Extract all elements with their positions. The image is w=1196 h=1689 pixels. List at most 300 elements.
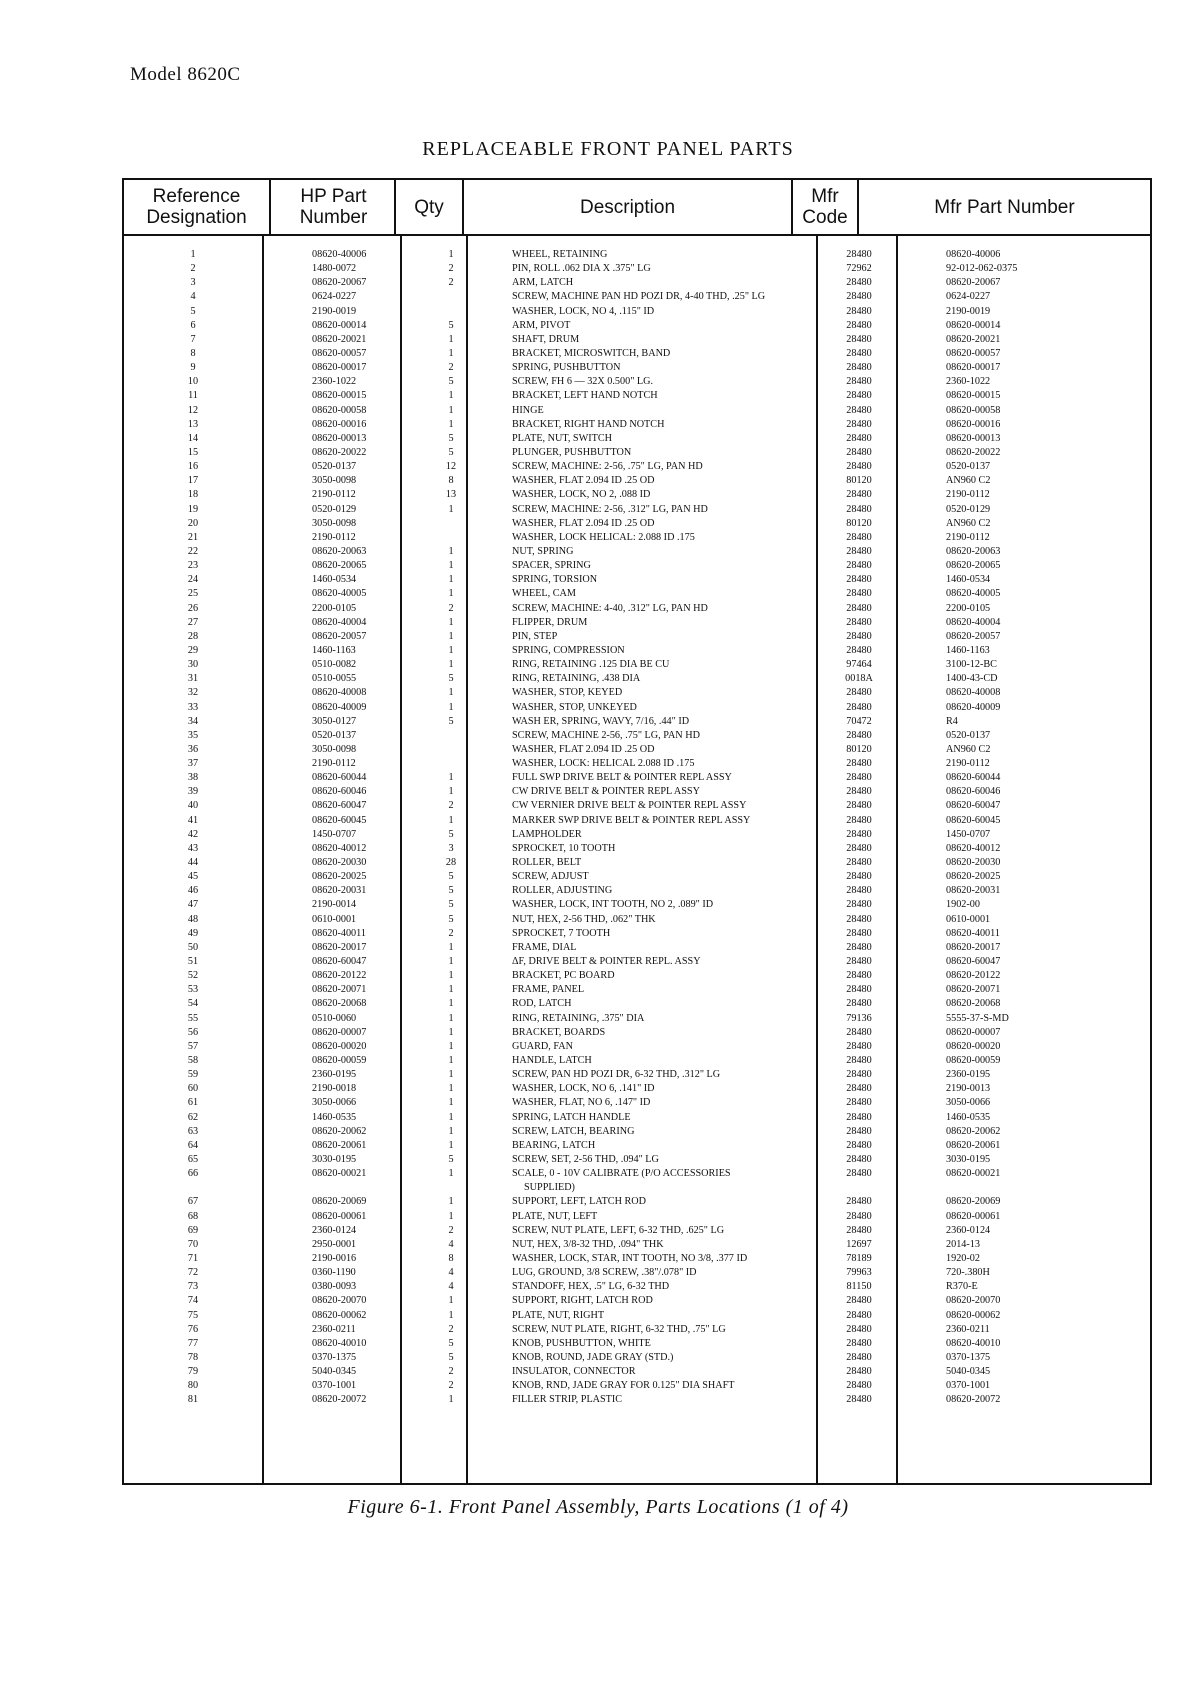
header-qty: Qty <box>414 196 444 218</box>
cell-mfr-code: 28480 <box>846 249 872 260</box>
cell-mfr-part-number: 08620-00017 <box>946 362 1001 374</box>
header-divider <box>791 180 793 236</box>
cell-mfr-code: 28480 <box>846 927 872 939</box>
cell-mfr-part-number: 08620-20022 <box>946 446 1001 458</box>
table-row <box>124 898 1150 912</box>
cell-mfr-part-number: 0370-1375 <box>946 1351 991 1363</box>
cell-reference-designation: 69 <box>187 1224 199 1236</box>
cell-hp-part-number: 08620-20025 <box>312 871 367 883</box>
cell-qty: 5 <box>448 1154 454 1165</box>
cell-mfr-code: 28480 <box>846 376 872 388</box>
cell-description: RING, RETAINING, .375" DIA <box>512 1012 645 1024</box>
cell-description: SCREW, FH 6 — 32X 0.500" LG. <box>512 376 654 388</box>
cell-reference-designation: 4 <box>190 291 196 303</box>
cell-reference-designation: 28 <box>187 630 199 642</box>
cell-hp-part-number: 08620-40010 <box>312 1337 367 1349</box>
cell-mfr-code: 28480 <box>846 1323 872 1335</box>
table-row <box>124 955 1150 969</box>
cell-reference-designation: 11 <box>188 390 198 402</box>
table-row <box>124 573 1150 587</box>
cell-reference-designation: 66 <box>187 1168 199 1180</box>
cell-description: SPROCKET, 10 TOOTH <box>512 842 616 854</box>
cell-mfr-part-number: 08620-20021 <box>946 333 1001 345</box>
cell-hp-part-number: 08620-20022 <box>312 446 367 458</box>
cell-hp-part-number: 0510-0060 <box>312 1012 357 1024</box>
cell-mfr-code: 28480 <box>846 418 872 430</box>
table-row <box>124 644 1150 658</box>
table-row <box>124 701 1150 715</box>
cell-description: BEARING, LATCH <box>512 1139 596 1151</box>
cell-hp-part-number: 08620-60046 <box>312 786 367 798</box>
cell-mfr-part-number: 08620-00014 <box>946 319 1001 331</box>
cell-reference-designation: 54 <box>187 998 199 1010</box>
cell-hp-part-number: 08620-60045 <box>312 814 367 826</box>
cell-qty: 12 <box>445 461 457 473</box>
cell-qty: 5 <box>448 899 454 911</box>
table-row <box>124 1210 1150 1224</box>
cell-mfr-part-number: 08620-00058 <box>946 404 1001 416</box>
cell-mfr-part-number: AN960 C2 <box>946 475 991 487</box>
table-row <box>124 828 1150 842</box>
cell-mfr-part-number: 08620-00061 <box>946 1210 1001 1222</box>
cell-description: SCREW, PAN HD POZI DR, 6-32 THD, .312" LG <box>512 1069 721 1081</box>
table-row <box>124 1337 1150 1351</box>
cell-hp-part-number: 0380-0093 <box>312 1281 357 1293</box>
cell-qty: 1 <box>448 998 454 1010</box>
cell-mfr-code: 28480 <box>846 998 872 1010</box>
cell-qty: 1 <box>448 1295 454 1307</box>
table-row <box>124 771 1150 785</box>
cell-mfr-code: 0018A <box>845 673 873 685</box>
cell-reference-designation: 36 <box>187 743 199 755</box>
cell-qty: 1 <box>448 1083 454 1095</box>
cell-reference-designation: 35 <box>187 729 199 741</box>
table-row <box>124 1125 1150 1139</box>
cell-reference-designation: 52 <box>187 970 199 982</box>
cell-qty: 1 <box>448 574 454 586</box>
cell-mfr-code: 28480 <box>846 885 872 897</box>
cell-mfr-part-number: 08620-60046 <box>946 786 1001 798</box>
cell-mfr-code: 28480 <box>846 1026 872 1038</box>
cell-mfr-code: 28480 <box>846 560 872 572</box>
cell-qty: 1 <box>448 404 454 416</box>
cell-mfr-code: 28480 <box>846 319 872 331</box>
cell-hp-part-number: 2360-0124 <box>312 1224 357 1236</box>
cell-qty: 1 <box>448 772 454 784</box>
table-row <box>124 1224 1150 1238</box>
cell-hp-part-number: 2360-1022 <box>312 376 357 388</box>
cell-hp-part-number: 08620-40012 <box>312 842 367 854</box>
page-title: REPLACEABLE FRONT PANEL PARTS <box>422 138 794 160</box>
cell-mfr-part-number: 08620-20017 <box>946 941 1001 953</box>
cell-qty: 5 <box>448 913 454 925</box>
cell-description: WASHER, FLAT 2.094 ID .25 OD <box>512 517 655 529</box>
table-row <box>124 1252 1150 1266</box>
cell-hp-part-number: 08620-20030 <box>312 857 367 869</box>
cell-mfr-code: 28480 <box>846 772 872 784</box>
cell-description: INSULATOR, CONNECTOR <box>512 1366 636 1378</box>
cell-mfr-code: 28480 <box>846 277 872 289</box>
cell-hp-part-number: 08620-20071 <box>312 984 367 996</box>
cell-mfr-part-number: 2360-0195 <box>946 1069 991 1081</box>
cell-reference-designation: 20 <box>187 517 199 529</box>
cell-description: GUARD, FAN <box>512 1040 573 1052</box>
cell-mfr-part-number: 0624-0227 <box>946 291 991 303</box>
cell-mfr-code: 28480 <box>846 913 872 925</box>
cell-hp-part-number: 08620-20072 <box>312 1394 367 1406</box>
cell-mfr-code: 28480 <box>846 899 872 911</box>
table-row <box>124 1012 1150 1026</box>
cell-reference-designation: 74 <box>187 1295 199 1307</box>
cell-reference-designation: 10 <box>187 376 199 388</box>
cell-mfr-part-number: 08620-00057 <box>946 347 1001 359</box>
cell-mfr-part-number: 1400-43-CD <box>946 673 998 685</box>
cell-qty: 2 <box>448 362 454 374</box>
cell-qty: 1 <box>448 390 454 402</box>
cell-mfr-part-number: AN960 C2 <box>946 743 991 755</box>
cell-description: SCREW, MACHINE 2-56, .75" LG, PAN HD <box>512 729 700 741</box>
cell-mfr-code: 28480 <box>846 729 872 741</box>
cell-qty: 1 <box>448 1097 454 1109</box>
cell-mfr-part-number: 08620-20072 <box>946 1394 1001 1406</box>
cell-reference-designation: 59 <box>187 1069 199 1081</box>
cell-mfr-code: 28480 <box>846 531 872 543</box>
cell-reference-designation: 42 <box>187 828 199 840</box>
cell-hp-part-number: 08620-00014 <box>312 319 367 331</box>
cell-mfr-code: 28480 <box>846 1210 872 1222</box>
cell-mfr-part-number: 08620-20057 <box>946 630 1001 642</box>
cell-reference-designation: 32 <box>187 687 199 699</box>
cell-mfr-code: 28480 <box>846 970 872 982</box>
table-row <box>124 884 1150 898</box>
cell-mfr-part-number: 08620-40005 <box>946 588 1001 600</box>
cell-qty: 1 <box>448 1125 454 1137</box>
cell-description: RING, RETAINING, .438 DIA <box>512 673 641 685</box>
cell-qty: 5 <box>448 673 454 685</box>
cell-mfr-code: 28480 <box>846 1055 872 1067</box>
cell-description: ROD, LATCH <box>512 998 572 1010</box>
cell-mfr-part-number: 2360-0124 <box>946 1224 991 1236</box>
cell-qty: 2 <box>448 1323 454 1335</box>
cell-qty: 4 <box>448 1281 454 1293</box>
cell-reference-designation: 34 <box>187 715 199 727</box>
cell-mfr-part-number: 08620-40010 <box>946 1337 1001 1349</box>
cell-mfr-code: 28480 <box>846 489 872 501</box>
cell-qty: 1 <box>448 249 454 260</box>
table-row <box>124 1309 1150 1323</box>
cell-hp-part-number: 1460-0535 <box>312 1111 357 1123</box>
table-row <box>124 969 1150 983</box>
cell-description: RING, RETAINING .125 DIA BE CU <box>512 659 670 671</box>
cell-hp-part-number: 08620-40008 <box>312 687 367 699</box>
cell-mfr-code: 28480 <box>846 941 872 953</box>
cell-description: WASHER, LOCK HELICAL: 2.088 ID .175 <box>512 531 695 543</box>
cell-mfr-part-number: 08620-40006 <box>946 249 1001 260</box>
cell-qty: 5 <box>448 1351 454 1363</box>
cell-hp-part-number: 3050-0127 <box>312 715 357 727</box>
cell-qty: 2 <box>448 1380 454 1392</box>
cell-mfr-code: 28480 <box>846 432 872 444</box>
cell-reference-designation: 46 <box>187 885 199 897</box>
cell-reference-designation: 18 <box>187 489 199 501</box>
cell-reference-designation: 81 <box>187 1394 199 1406</box>
cell-reference-designation: 63 <box>187 1125 199 1137</box>
cell-hp-part-number: 08620-20067 <box>312 277 367 289</box>
cell-mfr-part-number: 2190-0019 <box>946 305 991 317</box>
cell-description: ΔF, DRIVE BELT & POINTER REPL. ASSY <box>512 956 701 968</box>
cell-hp-part-number: 08620-00058 <box>312 404 367 416</box>
cell-reference-designation: 58 <box>187 1055 199 1067</box>
cell-mfr-part-number: 08620-20065 <box>946 560 1001 572</box>
cell-reference-designation: 47 <box>187 899 199 911</box>
cell-hp-part-number: 0610-0001 <box>312 913 357 925</box>
cell-hp-part-number: 2190-0018 <box>312 1083 357 1095</box>
cell-hp-part-number: 2190-0016 <box>312 1253 357 1264</box>
cell-hp-part-number: 08620-20031 <box>312 885 367 897</box>
cell-reference-designation: 13 <box>187 418 199 430</box>
cell-description: STANDOFF, HEX, .5" LG, 6-32 THD <box>512 1281 670 1293</box>
cell-mfr-part-number: 1902-00 <box>946 899 980 911</box>
cell-mfr-part-number: R370-E <box>946 1281 978 1293</box>
cell-mfr-part-number: 2360-0211 <box>946 1323 990 1335</box>
cell-description: SCREW, MACHINE: 4-40, .312" LG, PAN HD <box>512 602 708 614</box>
table-row <box>124 983 1150 997</box>
cell-description: SCALE, 0 - 10V CALIBRATE (P/O ACCESSORIES SUPPLIED) <box>512 1168 731 1194</box>
parts-table <box>122 178 1152 1485</box>
cell-description: WASHER, LOCK, NO 4, .115" ID <box>512 305 655 317</box>
cell-description: FRAME, DIAL <box>512 941 577 953</box>
cell-mfr-part-number: AN960 C2 <box>946 517 991 529</box>
table-row <box>124 1026 1150 1040</box>
table-row <box>124 927 1150 941</box>
cell-qty: 1 <box>448 616 454 628</box>
model-label: Model 8620C <box>130 64 241 85</box>
cell-qty: 1 <box>448 630 454 642</box>
cell-qty: 5 <box>448 828 454 840</box>
cell-qty: 5 <box>448 885 454 897</box>
cell-hp-part-number: 08620-00017 <box>312 362 367 374</box>
cell-qty: 2 <box>448 263 454 275</box>
cell-hp-part-number: 1480-0072 <box>312 263 357 275</box>
table-row <box>124 517 1150 531</box>
cell-description: WASHER, LOCK, INT TOOTH, NO 2, .089" ID <box>512 899 714 911</box>
cell-hp-part-number: 08620-20070 <box>312 1295 367 1307</box>
cell-mfr-part-number: 08620-00013 <box>946 432 1001 444</box>
cell-qty: 1 <box>448 1309 454 1321</box>
cell-description: BRACKET, LEFT HAND NOTCH <box>512 390 658 402</box>
cell-reference-designation: 8 <box>190 347 196 359</box>
table-row <box>124 1323 1150 1337</box>
cell-mfr-part-number: 08620-60044 <box>946 772 1001 784</box>
cell-description: KNOB, RND, JADE GRAY FOR 0.125" DIA SHAFT <box>512 1380 735 1392</box>
cell-reference-designation: 3 <box>190 277 196 289</box>
cell-reference-designation: 23 <box>187 560 199 572</box>
cell-mfr-part-number: 2190-0112 <box>946 758 990 770</box>
cell-description: HINGE <box>512 404 544 416</box>
table-row <box>124 856 1150 870</box>
cell-reference-designation: 2 <box>190 263 196 275</box>
cell-mfr-part-number: 0370-1001 <box>946 1380 991 1392</box>
cell-reference-designation: 41 <box>187 814 199 826</box>
cell-hp-part-number: 1460-1163 <box>312 644 356 656</box>
cell-description: NUT, HEX, 2-56 THD, .062" THK <box>512 913 656 925</box>
cell-hp-part-number: 08620-20057 <box>312 630 367 642</box>
cell-hp-part-number: 08620-40011 <box>312 927 366 939</box>
cell-description: SCREW, MACHINE: 2-56, .312" LG, PAN HD <box>512 503 708 515</box>
table-row <box>124 446 1150 460</box>
cell-mfr-part-number: 0520-0129 <box>946 503 991 515</box>
table-row <box>124 389 1150 403</box>
table-row <box>124 404 1150 418</box>
cell-mfr-code: 12697 <box>846 1238 872 1250</box>
cell-description: BRACKET, RIGHT HAND NOTCH <box>512 418 665 430</box>
cell-description: WASH ER, SPRING, WAVY, 7/16, .44" ID <box>512 715 690 727</box>
cell-qty: 8 <box>448 475 454 487</box>
cell-mfr-code: 28480 <box>846 1097 872 1109</box>
cell-hp-part-number: 08620-40006 <box>312 249 367 260</box>
cell-mfr-part-number: 08620-20025 <box>946 871 1001 883</box>
table-row <box>124 432 1150 446</box>
cell-description: NUT, HEX, 3/8-32 THD, .094" THK <box>512 1238 664 1250</box>
header-divider <box>857 180 859 236</box>
table-row <box>124 1167 1150 1195</box>
cell-hp-part-number: 2360-0195 <box>312 1069 357 1081</box>
cell-qty: 4 <box>448 1238 454 1250</box>
cell-reference-designation: 64 <box>187 1139 199 1151</box>
cell-mfr-part-number: 08620-20031 <box>946 885 1001 897</box>
cell-description: PLUNGER, PUSHBUTTON <box>512 446 632 458</box>
cell-qty: 1 <box>448 1168 454 1180</box>
cell-hp-part-number: 08620-40004 <box>312 616 367 628</box>
cell-mfr-code: 28480 <box>846 588 872 600</box>
cell-mfr-code: 28480 <box>846 701 872 713</box>
cell-mfr-part-number: 08620-40011 <box>946 927 1000 939</box>
cell-reference-designation: 80 <box>187 1380 199 1392</box>
cell-mfr-code: 79136 <box>846 1012 872 1024</box>
table-row <box>124 1153 1150 1167</box>
cell-mfr-part-number: 08620-20063 <box>946 545 1001 557</box>
table-row <box>124 587 1150 601</box>
cell-mfr-code: 28480 <box>846 404 872 416</box>
cell-reference-designation: 73 <box>187 1281 199 1293</box>
table-row <box>124 941 1150 955</box>
cell-hp-part-number: 08620-00021 <box>312 1168 367 1180</box>
table-row <box>124 474 1150 488</box>
cell-qty: 1 <box>448 956 454 968</box>
cell-hp-part-number: 2950-0001 <box>312 1238 357 1250</box>
cell-reference-designation: 49 <box>187 927 199 939</box>
cell-reference-designation: 21 <box>187 531 199 543</box>
cell-description: KNOB, PUSHBUTTON, WHITE <box>512 1337 651 1349</box>
cell-qty: 8 <box>448 1253 454 1264</box>
cell-reference-designation: 67 <box>187 1196 199 1208</box>
cell-mfr-part-number: 720-.380H <box>946 1267 990 1279</box>
cell-description: SPROCKET, 7 TOOTH <box>512 927 611 939</box>
cell-description: PLATE, NUT, LEFT <box>512 1210 598 1222</box>
cell-description: MARKER SWP DRIVE BELT & POINTER REPL ASSY <box>512 814 751 826</box>
cell-mfr-code: 28480 <box>846 842 872 854</box>
cell-mfr-code: 28480 <box>846 602 872 614</box>
table-row <box>124 559 1150 573</box>
cell-description: WASHER, LOCK, STAR, INT TOOTH, NO 3/8, .377 ID <box>512 1253 748 1264</box>
cell-mfr-part-number: 08620-20122 <box>946 970 1001 982</box>
cell-mfr-part-number: 08620-00020 <box>946 1040 1001 1052</box>
cell-hp-part-number: 08620-00057 <box>312 347 367 359</box>
cell-hp-part-number: 3050-0098 <box>312 743 357 755</box>
cell-reference-designation: 9 <box>190 362 196 374</box>
cell-mfr-part-number: 3030-0195 <box>946 1154 991 1165</box>
cell-description: WHEEL, RETAINING <box>512 249 608 260</box>
cell-description: NUT, SPRING <box>512 545 574 557</box>
cell-mfr-part-number: 08620-00062 <box>946 1309 1001 1321</box>
cell-mfr-code: 78189 <box>846 1253 872 1264</box>
cell-hp-part-number: 2190-0112 <box>312 489 356 501</box>
cell-hp-part-number: 08620-00061 <box>312 1210 367 1222</box>
cell-description: CW VERNIER DRIVE BELT & POINTER REPL ASSY <box>512 800 747 812</box>
cell-qty: 1 <box>448 560 454 572</box>
cell-mfr-code: 28480 <box>846 1309 872 1321</box>
cell-description: WASHER, STOP, KEYED <box>512 687 623 699</box>
cell-qty: 1 <box>448 687 454 699</box>
cell-qty: 1 <box>448 814 454 826</box>
cell-qty: 5 <box>448 376 454 388</box>
cell-description: WASHER, FLAT, NO 6, .147" ID <box>512 1097 651 1109</box>
cell-description: FRAME, PANEL <box>512 984 585 996</box>
cell-hp-part-number: 08620-20017 <box>312 941 367 953</box>
cell-hp-part-number: 08620-00016 <box>312 418 367 430</box>
table-row <box>124 672 1150 686</box>
cell-qty: 1 <box>448 347 454 359</box>
table-row <box>124 1054 1150 1068</box>
cell-hp-part-number: 2190-0112 <box>312 758 356 770</box>
cell-mfr-part-number: 08620-20030 <box>946 857 1001 869</box>
cell-description: PIN, ROLL .062 DIA X .375" LG <box>512 263 651 275</box>
cell-qty: 1 <box>448 1055 454 1067</box>
cell-mfr-code: 28480 <box>846 644 872 656</box>
table-row <box>124 347 1150 361</box>
cell-qty: 5 <box>448 1337 454 1349</box>
cell-reference-designation: 25 <box>187 588 199 600</box>
cell-mfr-code: 70472 <box>846 715 872 727</box>
cell-mfr-code: 28480 <box>846 1139 872 1151</box>
cell-qty: 2 <box>448 1224 454 1236</box>
cell-description: SPRING, COMPRESSION <box>512 644 625 656</box>
cell-reference-designation: 30 <box>187 659 199 671</box>
cell-reference-designation: 24 <box>187 574 199 586</box>
cell-description: SPRING, PUSHBUTTON <box>512 362 621 374</box>
table-row <box>124 290 1150 304</box>
cell-description: FLIPPER, DRUM <box>512 616 588 628</box>
cell-qty: 1 <box>448 1139 454 1151</box>
cell-mfr-part-number: 08620-40008 <box>946 687 1001 699</box>
table-row <box>124 870 1150 884</box>
cell-reference-designation: 29 <box>187 644 199 656</box>
cell-hp-part-number: 08620-60047 <box>312 956 367 968</box>
cell-reference-designation: 70 <box>187 1238 199 1250</box>
cell-description: SUPPORT, RIGHT, LATCH ROD <box>512 1295 653 1307</box>
table-row <box>124 319 1150 333</box>
cell-hp-part-number: 08620-20062 <box>312 1125 367 1137</box>
cell-description: SCREW, MACHINE PAN HD POZI DR, 4-40 THD, .25" LG <box>512 291 766 303</box>
cell-mfr-code: 28480 <box>846 545 872 557</box>
cell-qty: 1 <box>448 970 454 982</box>
cell-mfr-code: 28480 <box>846 1366 872 1378</box>
cell-description: BRACKET, BOARDS <box>512 1026 606 1038</box>
cell-reference-designation: 50 <box>187 941 199 953</box>
cell-mfr-part-number: 08620-60045 <box>946 814 1001 826</box>
cell-mfr-part-number: 1920-02 <box>946 1253 980 1264</box>
cell-qty: 1 <box>448 984 454 996</box>
